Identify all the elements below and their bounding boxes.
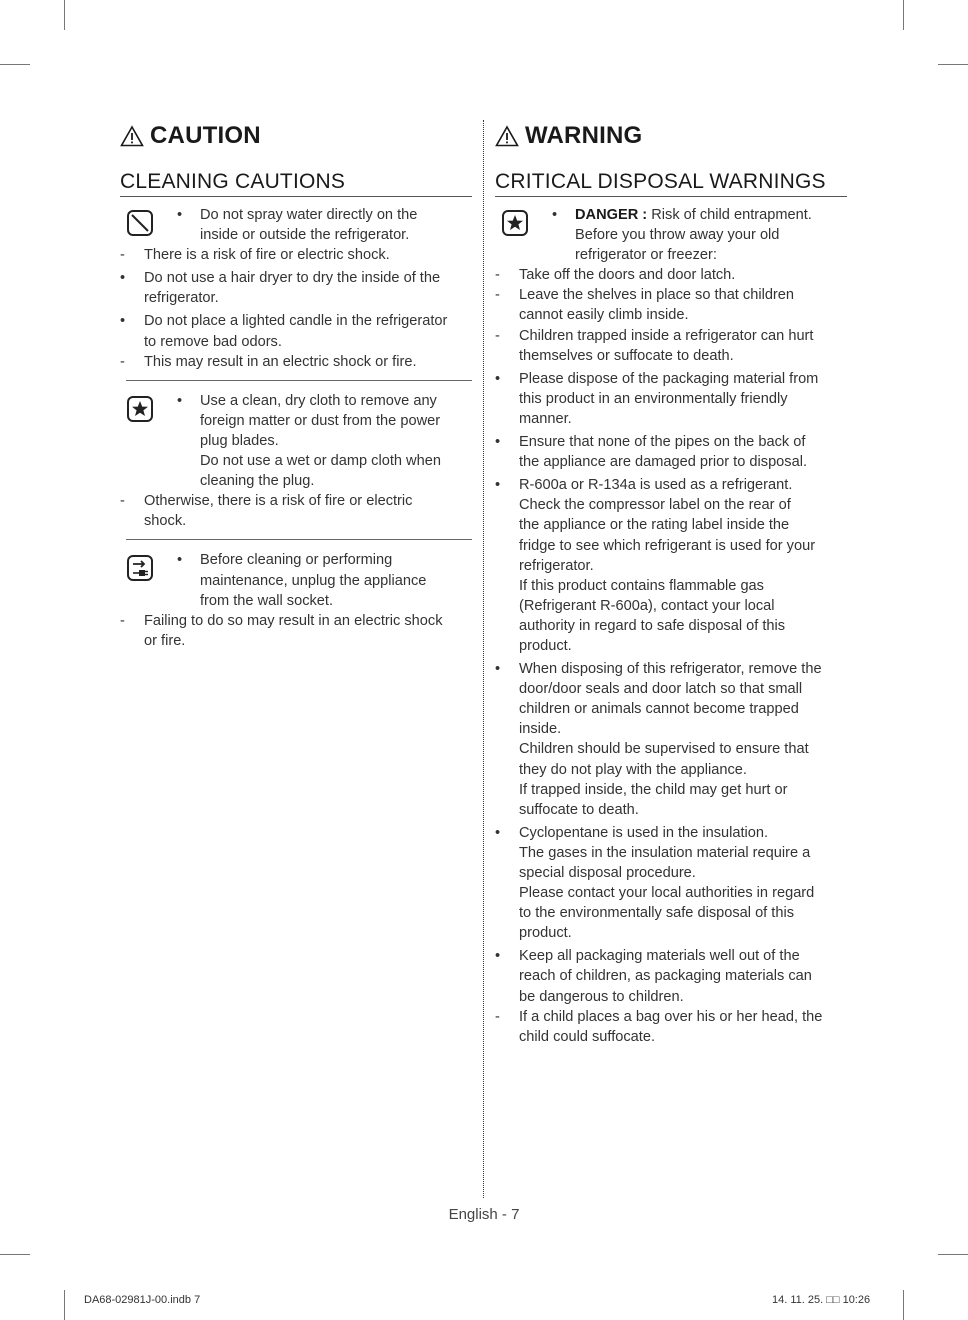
bullet-item-line: children or animals cannot become trapped [519,701,799,718]
dash-item-line: - Children trapped inside a refrigerator can hurt [495,326,847,346]
caution-sub-lines [120,611,472,651]
bullet-item-line: • Do not use a hair dryer to dry the inside of the [120,268,472,288]
crop-mark [938,64,968,65]
danger-line: Before you throw away your old [575,227,780,244]
bullet-item-line: • Please dispose of the packaging material from [495,369,847,389]
section-separator [126,380,472,381]
caution-bullet-line: maintenance, unplug the appliance [200,572,427,589]
caution-bullet-line: plug blades. [200,432,279,449]
bullet-item-line: manner. [519,410,572,427]
warning-triangle-icon [495,125,519,147]
bullet-item-line: suffocate to death. [519,801,639,818]
bullet-item-line: product. [519,925,572,942]
caution-bullet-line: • Do not spray water directly on the [120,205,472,225]
dash-item-line: shock. [144,513,187,530]
file-slug: DA68-02981J-00.indb 7 [84,1294,201,1306]
bullet-item-line: to the environmentally safe disposal of this [519,905,795,922]
bullet-item-line: Check the compressor label on the rear of [519,497,791,514]
section-separator [126,539,472,540]
bullet-item-line: to remove bad odors. [144,333,282,350]
caution-sub-lines [120,245,472,372]
bullet-item-line: the appliance are damaged prior to disposal. [519,454,808,471]
caution-block [120,550,472,610]
caution-bullet-line: inside or outside the refrigerator. [200,227,410,244]
caution-sub-lines [120,491,472,531]
bullet-item-line: they do not play with the appliance. [519,761,747,778]
bullet-item-line: fridge to see which refrigerant is used for your [519,537,816,554]
dash-item-line: - If a child places a bag over his or her head, the [495,1007,847,1027]
caution-bullet-line: • Before cleaning or performing [120,550,472,570]
bullet-item-line: door/door seals and door latch so that small [519,681,803,698]
bullet-item-line: product. [519,637,572,654]
bullet-item-line: • When disposing of this refrigerator, remove the [495,659,847,679]
dash-item-line: - Leave the shelves in place so that children [495,285,847,305]
bullet-item-line: Children should be supervised to ensure that [519,741,809,758]
bullet-item-line: the appliance or the rating label inside the [519,517,790,534]
bullet-item-line: • Ensure that none of the pipes on the back of [495,432,847,452]
dash-item-line: child could suffocate. [519,1028,656,1045]
bullet-item-line: The gases in the insulation material require a [519,844,811,861]
date-slug: 14. 11. 25. □□ 10:26 [772,1294,871,1306]
danger-line: refrigerator or freezer: [575,247,717,264]
crop-mark [903,1290,904,1320]
caution-block [120,205,472,245]
warning-heading-text: WARNING [525,122,643,149]
bullet-item-line: Please contact your local authorities in regard [519,885,815,902]
caution-block [120,391,472,491]
warning-triangle-icon [120,125,144,147]
dash-item-line: - There is a risk of fire or electric shock. [120,245,472,265]
caution-bullet-line: from the wall socket. [200,592,334,609]
disposal-warnings-column [495,120,847,1047]
crop-mark [0,64,30,65]
bullet-item-line: (Refrigerant R-600a), contact your local [519,597,775,614]
dash-item-line: - Take off the doors and door latch. [495,265,847,285]
crop-mark [0,1254,30,1255]
cleaning-cautions-title: CLEANING CAUTIONS [120,170,472,197]
caution-bullet-line: Do not use a wet or damp cloth when [200,453,441,470]
cleaning-cautions-column [120,120,472,651]
crop-mark [938,1254,968,1255]
bullet-item-line: this product in an environmentally friendly [519,390,788,407]
dash-item-line: cannot easily climb inside. [519,307,689,324]
crop-mark [903,0,904,30]
danger-line [495,205,847,225]
bullet-item-line: If this product contains flammable gas [519,577,764,594]
danger-label: DANGER : [575,207,648,223]
dash-item-line: or fire. [144,632,186,649]
dash-item-line: - Failing to do so may result in an electric shock [120,611,472,631]
dash-item-line: themselves or suffocate to death. [519,347,734,364]
caution-bullet-line: cleaning the plug. [200,473,315,490]
bullet-item-line: • Cyclopentane is used in the insulation. [495,823,847,843]
warning-heading [495,120,847,152]
dash-item-line: - Otherwise, there is a risk of fire or electric [120,491,472,511]
caution-heading-text: CAUTION [150,122,261,149]
page-number: English - 7 [448,1206,520,1223]
caution-bullet-line: foreign matter or dust from the power [200,412,441,429]
bullet-item-line: reach of children, as packaging materials can [519,968,812,985]
bullet-item-line: If trapped inside, the child may get hurt or [519,781,788,798]
disposal-warnings-title: CRITICAL DISPOSAL WARNINGS [495,170,847,197]
bullet-item-line: special disposal procedure. [519,865,696,881]
column-divider [483,120,484,1198]
danger-block [495,205,847,265]
bullet-item-line: • Do not place a lighted candle in the refrigerator [120,311,472,331]
caution-bullet-line: • Use a clean, dry cloth to remove any [120,391,472,411]
danger-text: Risk of child entrapment. [651,207,812,223]
bullet-item-line: authority in regard to safe disposal of this [519,617,786,634]
bullet-item-line: be dangerous to children. [519,988,684,1005]
dash-item-line: - This may result in an electric shock or fire. [120,352,472,372]
caution-heading [120,120,472,152]
bullet-item-line: • R-600a or R-134a is used as a refrigerant. [495,475,847,495]
bullet-item-line: refrigerator. [519,557,594,574]
crop-mark [64,1290,65,1320]
bullet-item-line: refrigerator. [144,290,219,307]
bullet-item-line: • Keep all packaging materials well out of the [495,946,847,966]
crop-mark [64,0,65,30]
bullet-item-line: inside. [519,721,562,738]
